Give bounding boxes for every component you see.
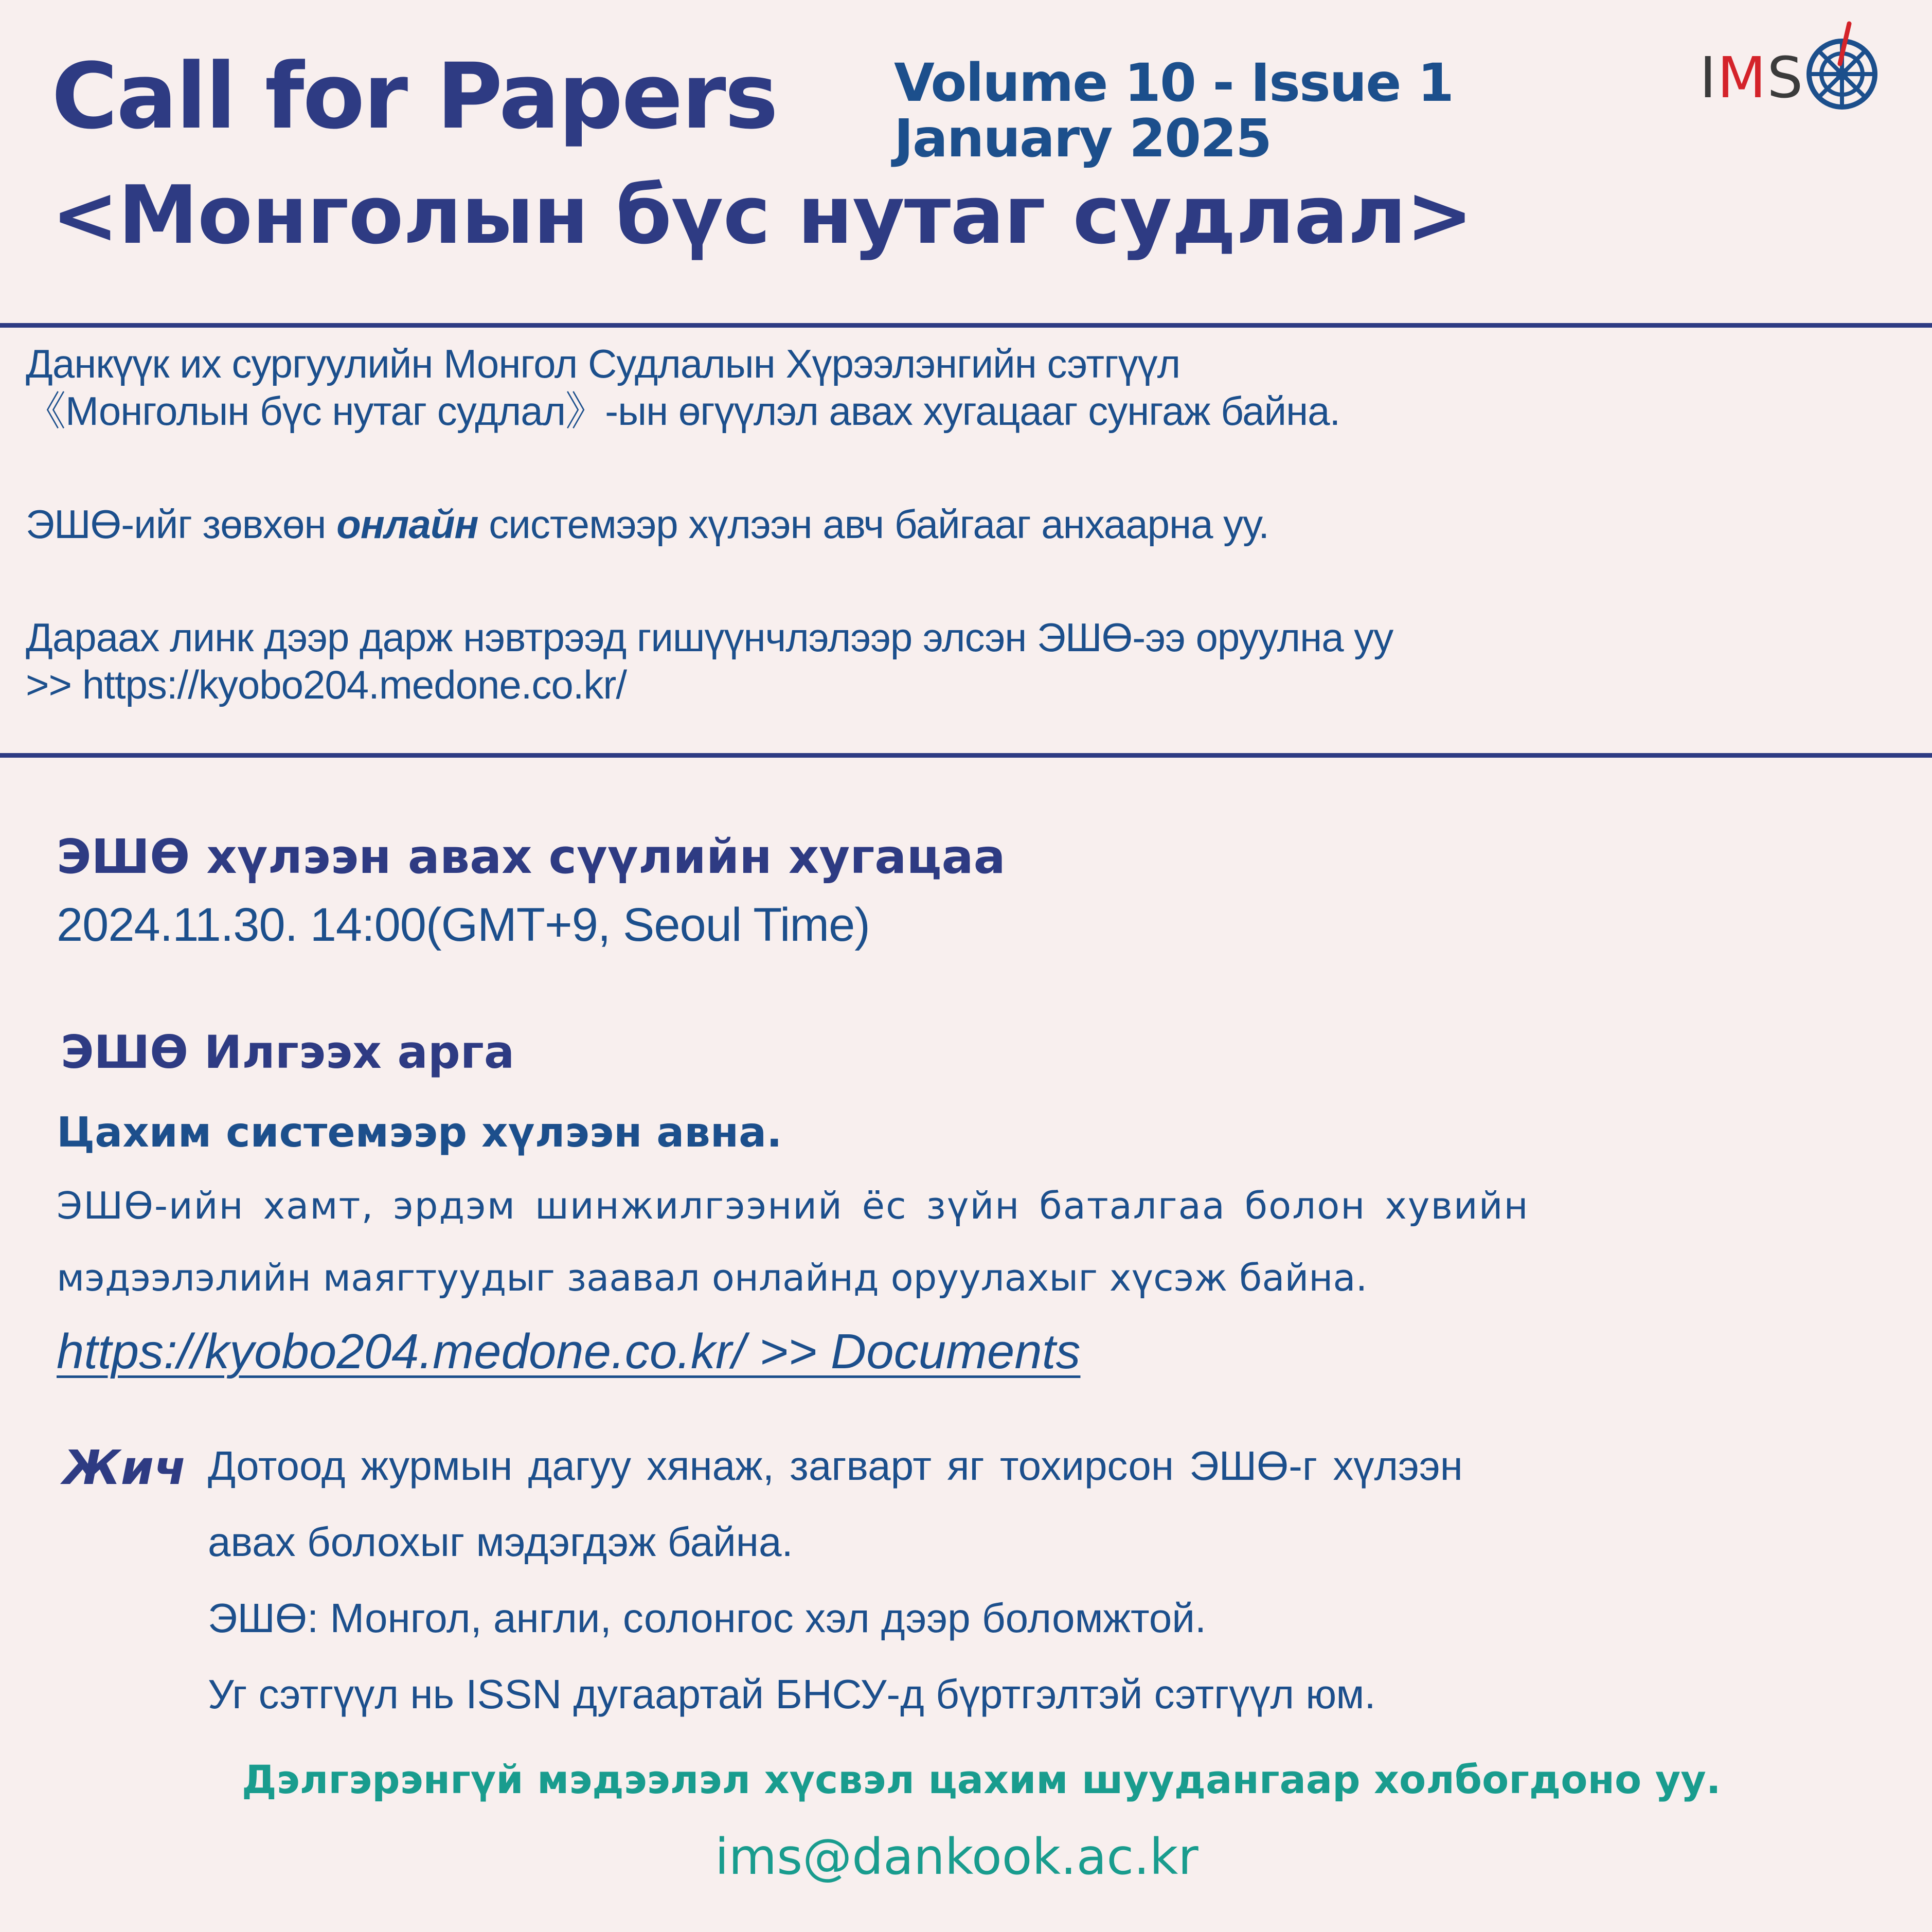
deadline-heading: ЭШӨ хүлээн авах сүүлийн хугацаа bbox=[57, 829, 1006, 884]
logo-letter-s: S bbox=[1767, 45, 1804, 111]
note-line-3: ЭШӨ: Монгол, англи, солонгос хэл дээр боломжтой. bbox=[208, 1595, 1207, 1641]
note-line-4: Уг сэтгүүл нь ISSN дугаартай БНСУ-д бүртгэлтэй сэтгүүл юм. bbox=[208, 1671, 1376, 1717]
contact-line: Дэлгэрэнгүй мэдээлэл хүсвэл цахим шуудангаар холбогдоно уу. bbox=[242, 1757, 1721, 1802]
intro-line-2: 《Монголын бүс нутаг судлал》-ын өгүүлэл авах хугацааг сунгаж байна. bbox=[26, 388, 1340, 434]
documents-link[interactable]: https://kyobo204.medone.co.kr/ >> Documents bbox=[57, 1324, 1081, 1379]
note-label: Жич bbox=[63, 1440, 187, 1495]
page-title: Call for Papers bbox=[51, 44, 777, 149]
intro-line-3-post: системээр хүлээн авч байгааг анхаарна уу. bbox=[478, 502, 1269, 547]
intro-block bbox=[26, 341, 1393, 712]
intro-online-emphasis: онлайн bbox=[336, 502, 478, 547]
wheel-icon bbox=[1800, 13, 1892, 116]
note-line-1: Дотоод журмын дагуу хянаж, загварт яг тохирсон ЭШӨ-г хүлээн bbox=[208, 1443, 1463, 1489]
divider-bottom bbox=[0, 753, 1932, 758]
intro-link[interactable]: >> https://kyobo204.medone.co.kr/ bbox=[26, 662, 627, 707]
ims-logo bbox=[1700, 13, 1895, 116]
journal-name: <Монголын бүс нутаг судлал> bbox=[51, 168, 1473, 262]
logo-letter-m: M bbox=[1717, 45, 1767, 111]
intro-line-3-pre: ЭШӨ-ийг зөвхөн bbox=[26, 502, 337, 547]
divider-top bbox=[0, 323, 1932, 328]
intro-line-3 bbox=[26, 504, 1393, 551]
logo-text bbox=[1700, 45, 1804, 111]
method-subheading: Цахим системээр хүлээн авна. bbox=[57, 1108, 782, 1156]
method-line-2: мэдээлэлийн маягтуудыг заавал онлайнд оруулахыг хүсэж байна. bbox=[57, 1256, 1368, 1299]
note-line-2: авах болохыг мэдэгдэж байна. bbox=[208, 1519, 793, 1565]
volume-issue: Volume 10 - Issue 1 bbox=[894, 52, 1453, 114]
intro-line-4: Дараах линк дээр дарж нэвтрээд гишүүнчлэлээр элсэн ЭШӨ-ээ оруулна уу bbox=[26, 615, 1393, 660]
issue-info bbox=[894, 52, 1453, 170]
logo-letter-i: I bbox=[1700, 45, 1718, 111]
deadline-value: 2024.11.30. 14:00(GMT+9, Seoul Time) bbox=[57, 899, 870, 951]
method-heading: ЭШӨ Илгээх арга bbox=[61, 1026, 515, 1079]
method-line-1: ЭШӨ-ийн хамт, эрдэм шинжилгээний ёс зүйн баталгаа болон хувийн bbox=[57, 1184, 1529, 1227]
contact-email[interactable]: ims@dankook.ac.kr bbox=[715, 1828, 1198, 1886]
intro-line-1: Данкүүк их сургуулийн Монгол Судлалын Хүрээлэнгийн сэтгүүл bbox=[26, 341, 1180, 386]
issue-date: January 2025 bbox=[894, 108, 1272, 170]
